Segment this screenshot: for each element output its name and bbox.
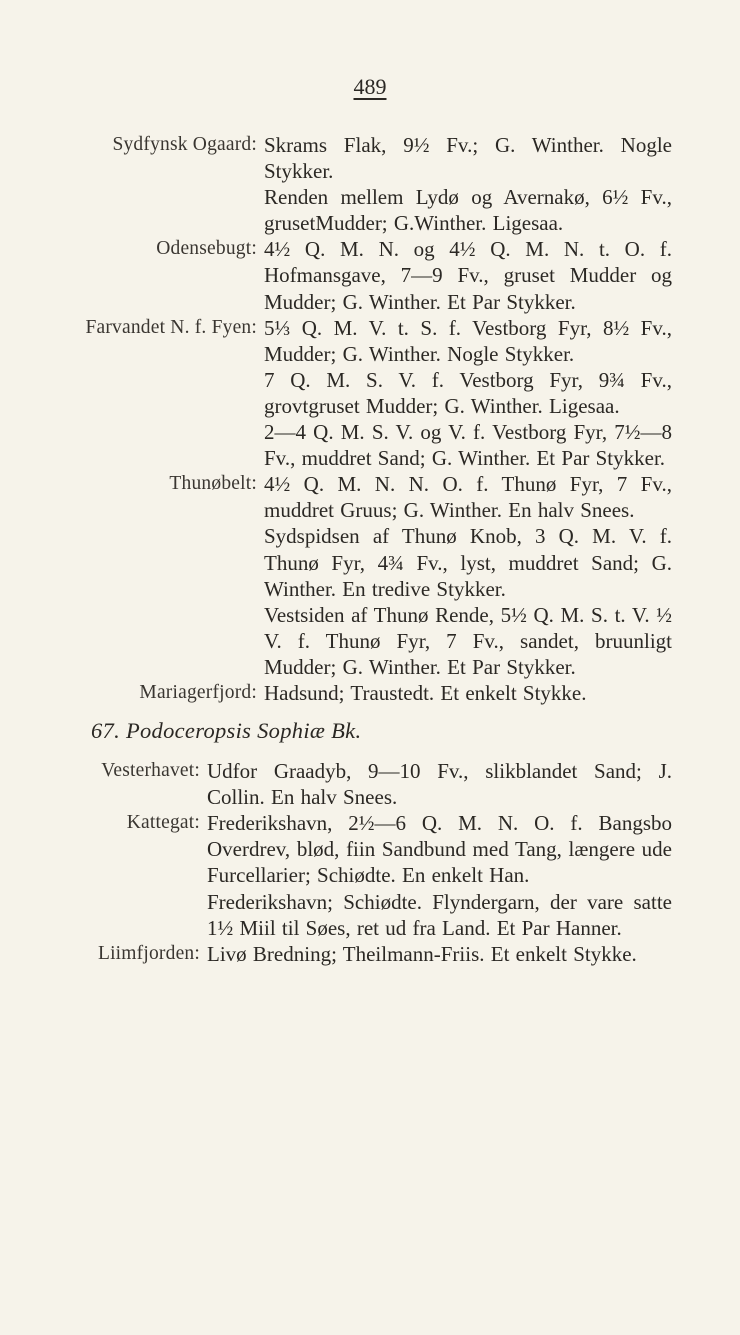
record-paragraph: Udfor Graadyb, 9—10 Fv., slikblandet Sand; J. Collin. En halv Snees.	[207, 759, 672, 810]
locality-text	[264, 315, 672, 472]
locality-name: Farvandet N. f. Fyen:	[85, 316, 257, 338]
locality-entry	[0, 132, 740, 236]
locality-text	[207, 758, 672, 810]
record-paragraph: Livø Bredning; Theilmann-Friis. Et enkelt Stykke.	[207, 941, 637, 966]
locality-name: Thunøbelt:	[169, 473, 257, 495]
locality-name: Kattegat:	[126, 812, 200, 834]
locality-entry	[0, 810, 740, 940]
locality-entry	[0, 315, 740, 472]
locality-text	[264, 680, 672, 706]
locality-section-b	[0, 758, 740, 967]
locality-text	[207, 810, 672, 940]
page-number: 489	[353, 74, 387, 99]
locality-section-a	[0, 132, 740, 706]
locality-entry	[0, 471, 740, 680]
locality-name: Sydfynsk Ogaard:	[112, 134, 257, 155]
record-paragraph: Renden mellem Lydø og Avernakø, 6½ Fv., grusetMudder; G.Winther. Ligesaa.	[264, 185, 672, 236]
record-paragraph: 2—4 Q. M. S. V. og V. f. Vestborg Fyr, 7½—8 Fv., muddret Sand; G. Winther. Et Par Stykker.	[264, 420, 672, 471]
record-paragraph: Frederikshavn, 2½—6 Q. M. N. O. f. Bangsbo Overdrev, blød, fiin Sandbund med Tang, længere ude Furcellarier; Schiødte. En enkelt Han.	[207, 811, 672, 888]
species-heading: 67. Podoceropsis Sophiæ Bk.	[91, 718, 362, 744]
record-paragraph: 4½ Q. M. N. N. O. f. Thunø Fyr, 7 Fv., muddret Gruus; G. Winther. En halv Snees.	[264, 472, 672, 523]
record-paragraph: Skrams Flak, 9½ Fv.; G. Winther. Nogle Stykker.	[264, 133, 672, 184]
locality-name: Vesterhavet:	[101, 760, 200, 782]
record-paragraph: Sydspidsen af Thunø Knob, 3 Q. M. V. f. Thunø Fyr, 4¾ Fv., lyst, muddret Sand; G. Winther. En tredive Stykker.	[264, 524, 672, 601]
locality-name: Odensebugt:	[156, 238, 257, 260]
locality-entry	[0, 236, 740, 314]
locality-entry	[0, 941, 740, 967]
locality-text	[264, 132, 672, 236]
record-paragraph: 7 Q. M. S. V. f. Vestborg Fyr, 9¾ Fv., grovtgruset Mudder; G. Winther. Ligesaa.	[264, 367, 672, 418]
locality-name: Mariagerfjord:	[139, 681, 257, 703]
locality-name: Liimfjorden:	[97, 942, 200, 964]
record-paragraph: 4½ Q. M. N. og 4½ Q. M. N. t. O. f. Hofmansgave, 7—9 Fv., gruset Mudder og Mudder; G. Winther. Et Par Stykker.	[264, 237, 672, 314]
entries	[0, 132, 740, 967]
record-paragraph: Vestsiden af Thunø Rende, 5½ Q. M. S. t. V. ½ V. f. Thunø Fyr, 7 Fv., sandet, bruunligt Mudder; G. Winther. Et Par Stykker.	[264, 602, 672, 679]
locality-text	[264, 236, 672, 314]
locality-text	[207, 941, 672, 967]
locality-entry	[0, 680, 740, 706]
record-paragraph: Hadsund; Traustedt. Et enkelt Stykke.	[264, 680, 587, 705]
record-paragraph: 5⅓ Q. M. V. t. S. f. Vestborg Fyr, 8½ Fv., Mudder; G. Winther. Nogle Stykker.	[264, 315, 672, 366]
record-paragraph: Frederikshavn; Schiødte. Flyndergarn, der vare satte 1½ Miil til Søes, ret ud fra Land. Et Par Hanner.	[207, 889, 672, 940]
locality-text	[264, 471, 672, 680]
locality-entry	[0, 758, 740, 810]
